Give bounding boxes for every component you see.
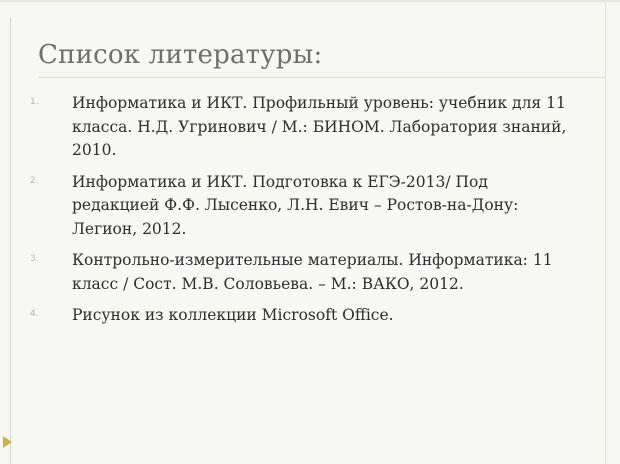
reference-number: 4. — [30, 309, 39, 319]
slide-title: Список литературы: — [38, 40, 323, 70]
reference-text: Контрольно-измерительные материалы. Информатика: 11 класс / Сост. М.В. Соловьева. – М.: ВАКО, 2012. — [72, 251, 553, 293]
reference-text: Информатика и ИКТ. Профильный уровень: учебник для 11 класса. Н.Д. Угринович / М.: БИНОМ. Лаборатория знаний, 2010. — [72, 94, 567, 159]
reference-item-2 — [30, 171, 575, 242]
reference-number: 1. — [30, 97, 39, 107]
reference-item-3 — [30, 249, 575, 296]
reference-text: Рисунок из коллекции Microsoft Office. — [72, 306, 394, 324]
left-border-line — [10, 18, 11, 464]
title-underline — [38, 77, 606, 78]
reference-item-1 — [30, 92, 575, 163]
right-border-line — [605, 0, 606, 464]
reference-text: Информатика и ИКТ. Подготовка к ЕГЭ-2013/ Под редакцией Ф.Ф. Лысенко, Л.Н. Евич – Ростов-на-Дону: Легион, 2012. — [72, 172, 519, 238]
reference-number: 3. — [30, 254, 39, 264]
reference-number: 2. — [30, 175, 39, 186]
top-divider — [0, 0, 620, 2]
play-arrow-icon[interactable] — [3, 436, 12, 448]
reference-list — [30, 92, 575, 336]
reference-item-4 — [30, 304, 575, 328]
